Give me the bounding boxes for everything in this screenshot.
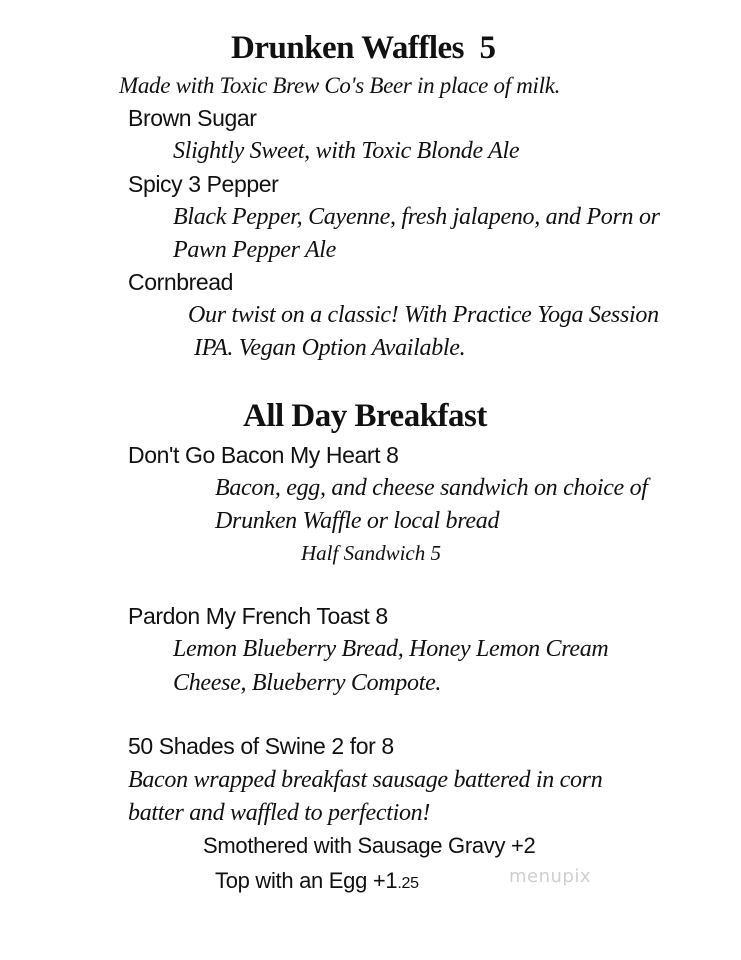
menu-item-50-shades-of-swine: 50 Shades of Swine 2 for 8 (128, 733, 394, 759)
watermark-logo: menupix (509, 866, 592, 887)
waffles-price: 5 (479, 30, 496, 66)
menu-item-option: Half Sandwich 5 (301, 541, 441, 565)
waffles-intro: Made with Toxic Brew Co's Beer in place of milk. (119, 73, 561, 98)
waffles-heading (231, 32, 496, 65)
menu-item-desc: Cheese, Blueberry Compote. (173, 670, 442, 696)
menu-item-spicy-3-pepper: Spicy 3 Pepper (128, 171, 279, 197)
menu-item-desc: Bacon wrapped breakfast sausage battered in corn (128, 767, 603, 793)
menu-item-french-toast: Pardon My French Toast 8 (128, 603, 388, 629)
waffles-title: Drunken Waffles (231, 30, 465, 66)
menu-item-cornbread: Cornbread (128, 269, 234, 295)
menu-item-desc: Bacon, egg, and cheese sandwich on choice of (215, 475, 648, 501)
menu-item-desc: Black Pepper, Cayenne, fresh jalapeno, and Porn or (173, 204, 660, 230)
menu-item-brown-sugar: Brown Sugar (128, 105, 257, 131)
menu-item-desc: Lemon Blueberry Bread, Honey Lemon Cream (173, 636, 609, 662)
breakfast-heading: All Day Breakfast (243, 398, 487, 434)
menu-addon-egg (215, 870, 419, 892)
menu-item-desc: IPA. Vegan Option Available. (194, 335, 466, 361)
menu-addon-egg-label: Top with an Egg +1 (215, 868, 398, 893)
menu-item-desc: Drunken Waffle or local bread (215, 508, 500, 534)
menu-addon-gravy: Smothered with Sausage Gravy +2 (203, 833, 536, 858)
menu-item-desc: batter and waffled to perfection! (128, 800, 431, 826)
menu-item-desc: Our twist on a classic! With Practice Yoga Session (188, 302, 659, 328)
menu-addon-egg-cents: .25 (397, 875, 419, 892)
menu-item-desc: Pawn Pepper Ale (173, 237, 337, 263)
menu-item-desc: Slightly Sweet, with Toxic Blonde Ale (173, 138, 520, 164)
menu-item-bacon-my-heart: Don't Go Bacon My Heart 8 (128, 442, 399, 468)
